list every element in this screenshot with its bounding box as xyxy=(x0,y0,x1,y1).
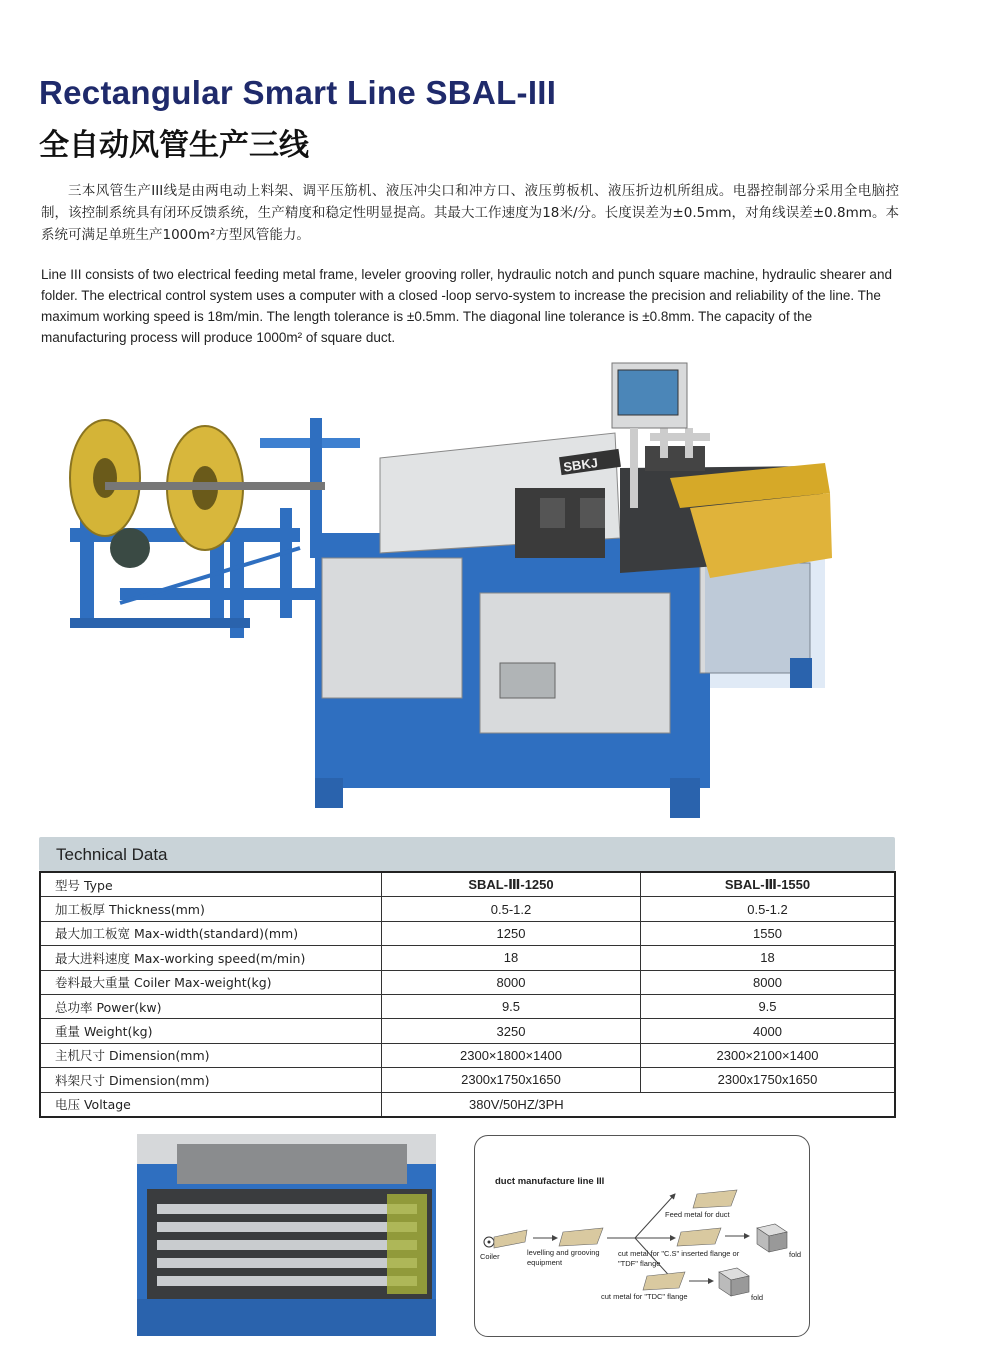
table-cell-label: 卷料最大重量 Coiler Max-weight(kg) xyxy=(40,970,382,994)
feed-sheet-icon xyxy=(693,1190,737,1208)
table-cell: 1250 xyxy=(382,921,641,945)
flow-diagram-title: duct manufacture line III xyxy=(495,1176,605,1187)
table-cell: 9.5 xyxy=(641,994,896,1018)
table-cell-label: 最大进料速度 Max-working speed(m/min) xyxy=(40,946,382,970)
table-row xyxy=(40,970,895,994)
table-cell: 2300x1750x1650 xyxy=(641,1068,896,1092)
table-cell: 18 xyxy=(382,946,641,970)
table-row xyxy=(40,1068,895,1092)
technical-data-title: Technical Data xyxy=(56,845,168,864)
table-cell: 1550 xyxy=(641,921,896,945)
technical-data-table xyxy=(39,871,896,1118)
table-row xyxy=(40,1043,895,1067)
table-row xyxy=(40,1019,895,1043)
table-cell: 2300×1800×1400 xyxy=(382,1043,641,1067)
table-cell: 9.5 xyxy=(382,994,641,1018)
table-cell-label: 最大加工板宽 Max-width(standard)(mm) xyxy=(40,921,382,945)
table-cell: 4000 xyxy=(641,1019,896,1043)
table-cell-label: 料架尺寸 Dimension(mm) xyxy=(40,1068,382,1092)
label-coiler: Coiler xyxy=(480,1252,500,1261)
label-cut-tdc: cut metal for "TDC" flange xyxy=(601,1292,688,1301)
table-cell: 0.5-1.2 xyxy=(382,897,641,921)
tdc-sheet-icon xyxy=(643,1272,685,1290)
page-subtitle-cn: 全自动风管生产三线 xyxy=(39,128,309,163)
table-cell: 8000 xyxy=(382,970,641,994)
table-cell: 2300×2100×1400 xyxy=(641,1043,896,1067)
table-row xyxy=(40,897,895,921)
table-cell: 18 xyxy=(641,946,896,970)
label-cut-cs: cut metal for "C.S" inserted flange or "TDF" flange xyxy=(618,1249,740,1268)
table-cell: 2300x1750x1650 xyxy=(382,1068,641,1092)
table-cell-model-1250: SBAL-Ⅲ-1250 xyxy=(382,872,641,897)
table-cell: 0.5-1.2 xyxy=(641,897,896,921)
levelled-sheet-icon xyxy=(559,1228,603,1246)
brand-label: SBKJ xyxy=(562,454,599,475)
table-cell-label: 加工板厚 Thickness(mm) xyxy=(40,897,382,921)
technical-data-heading xyxy=(39,837,895,871)
table-cell-model-1550: SBAL-Ⅲ-1550 xyxy=(641,872,896,897)
label-fold-1: fold xyxy=(789,1250,802,1259)
page-title: Rectangular Smart Line SBAL-III xyxy=(39,74,557,111)
flow-diagram-graphics xyxy=(475,1136,809,1336)
roller-closeup-photo xyxy=(137,1134,436,1336)
table-row xyxy=(40,946,895,970)
table-cell-label: 主机尺寸 Dimension(mm) xyxy=(40,1043,382,1067)
table-row-voltage xyxy=(40,1092,895,1117)
table-row xyxy=(40,921,895,945)
cs-sheet-icon xyxy=(677,1228,721,1246)
table-cell: 3250 xyxy=(382,1019,641,1043)
duct-box-icon xyxy=(719,1268,749,1296)
main-machine-body xyxy=(315,428,832,818)
flow-diagram xyxy=(474,1135,810,1337)
table-cell: 8000 xyxy=(641,970,896,994)
intro-paragraph-en: Line III consists of two electrical feeding metal frame, leveler grooving roller, hydraulic notch and punch square machine, hydraulic shearer and folder. The electrical control system uses a computer with a closed -loop servo-system to increase the precision and reliability of the line. The maximum working speed is 18m/min. The length tolerance is ±0.5mm. The diagonal line tolerance is ±0.8mm. The capacity of the manufacturing process will produce 1000m² of square duct. xyxy=(41,267,892,345)
table-header-row xyxy=(40,872,895,897)
table-cell-label: 型号 Type xyxy=(40,872,382,897)
machine-photo xyxy=(60,358,840,828)
table-cell-label: 重量 Weight(kg) xyxy=(40,1019,382,1043)
table-row xyxy=(40,994,895,1018)
label-levelling: levelling and grooving equipment xyxy=(527,1248,600,1267)
duct-box-icon xyxy=(757,1224,787,1252)
intro-paragraph-cn: 三本风管生产III线是由两电动上料架、调平压筋机、液压冲尖口和冲方口、液压剪板机、液压折边机所组成。电器控制部分采用全电脑控制，该控制系统具有闭环反馈系统，生产精度和稳定性明显提高。其最大工作速度为18米/分。长度误差为±0.5mm，对角线误差±0.8mm。本系统可满足单班生产1000m²方型风管能力。 xyxy=(41,183,899,243)
table-cell-label: 总功率 Power(kw) xyxy=(40,994,382,1018)
label-fold-2: fold xyxy=(751,1293,764,1302)
table-cell-label: 电压 Voltage xyxy=(40,1092,382,1117)
label-feed: Feed metal for duct xyxy=(665,1210,730,1219)
table-cell-voltage: 380V/50HZ/3PH xyxy=(382,1092,896,1117)
